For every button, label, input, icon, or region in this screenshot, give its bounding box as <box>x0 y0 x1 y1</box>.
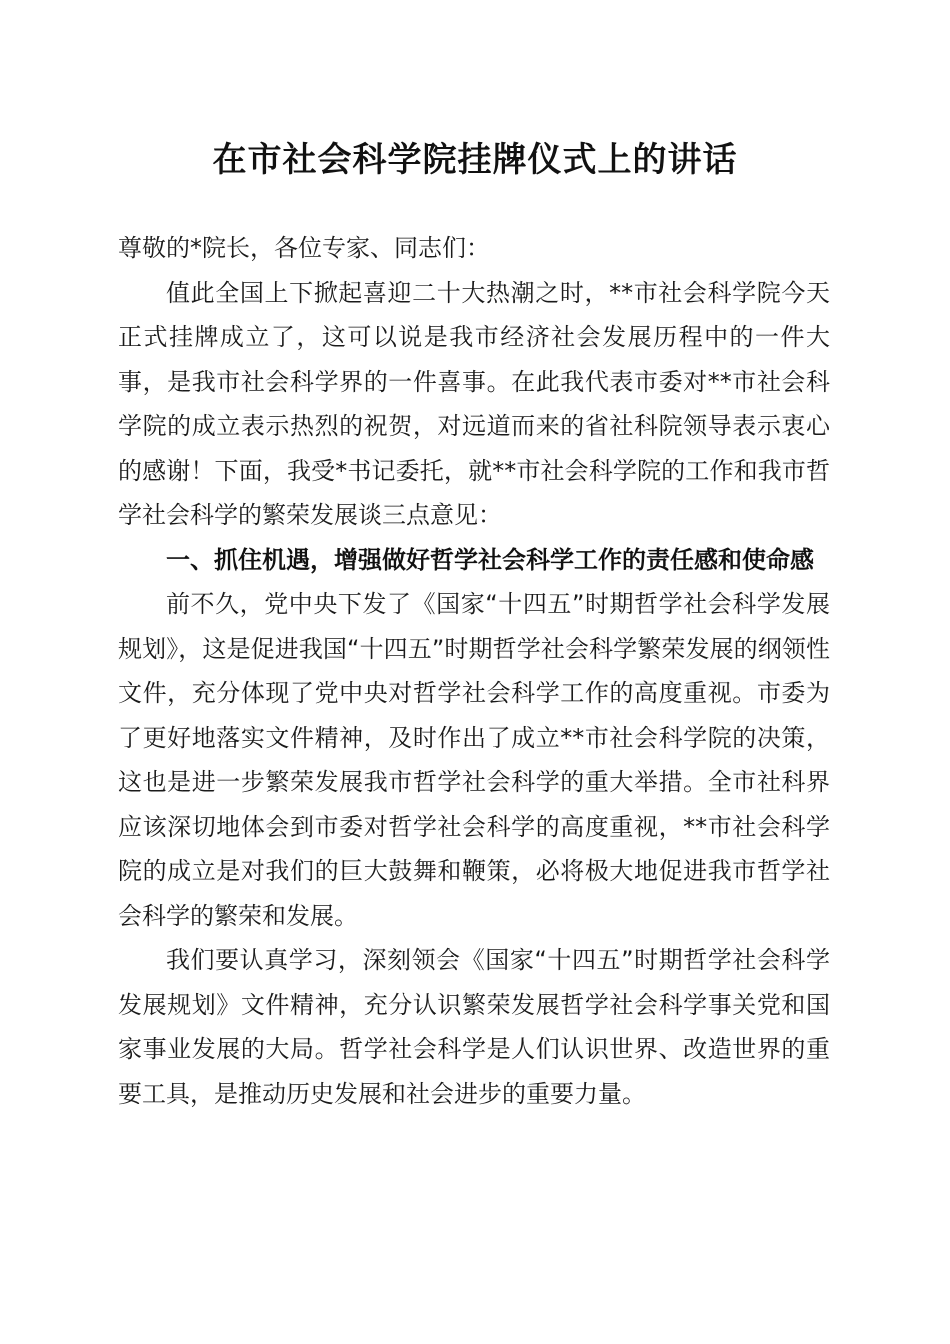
opening-paragraph: 值此全国上下掀起喜迎二十大热潮之时，**市社会科学院今天正式挂牌成立了，这可以说是我市经济社会发展历程中的一件大事，是我市社会科学界的一件喜事。在此我代表市委对**市社会科学院的成立表示热烈的祝贺，对远道而来的省社科院领导表示衷心的感谢！下面，我受*书记委托，就**市社会科学院的工作和我市哲学社会科学的繁荣发展谈三点意见： <box>118 278 830 529</box>
section-1-paragraph-2: 我们要认真学习，深刻领会《国家“十四五”时期哲学社会科学发展规划》文件精神，充分认识繁荣发展哲学社会科学事关党和国家事业发展的大局。哲学社会科学是人们认识世界、改造世界的重要工具，是推动历史发展和社会进步的重要力量。 <box>118 946 830 1108</box>
section-1-paragraph-1: 前不久，党中央下发了《国家“十四五”时期哲学社会科学发展规划》，这是促进我国“十四五”时期哲学社会科学繁荣发展的纲领性文件，充分体现了党中央对哲学社会科学工作的高度重视。市委为了更好地落实文件精神，及时作出了成立**市社会科学院的决策，这也是进一步繁荣发展我市哲学社会科学的重大举措。全市社科界应该深切地体会到市委对哲学社会科学的高度重视，**市社会科学院的成立是对我们的巨大鼓舞和鞭策，必将极大地促进我市哲学社会科学的繁荣和发展。 <box>118 590 830 930</box>
section-heading-1: 一、抓住机遇，增强做好哲学社会科学工作的责任感和使命感 <box>166 545 814 574</box>
document-title: 在市社会科学院挂牌仪式上的讲话 <box>212 140 738 180</box>
document-body <box>118 226 830 1116</box>
salutation: 尊敬的*院长，各位专家、同志们： <box>118 234 490 262</box>
